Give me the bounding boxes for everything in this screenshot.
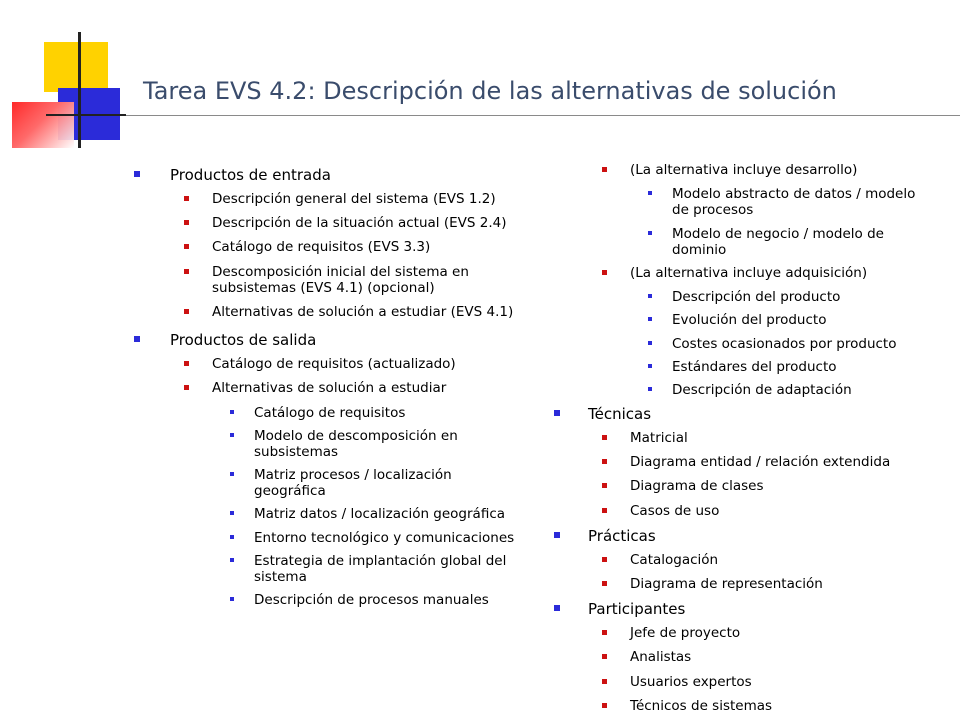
item-text: Diagrama entidad / relación extendida bbox=[630, 454, 891, 471]
item-text: Descripción de la situación actual (EVS 2.4) bbox=[212, 215, 507, 232]
list-item bbox=[554, 454, 924, 470]
bullet-icon bbox=[648, 387, 652, 391]
bullet-icon bbox=[602, 483, 607, 488]
list-item bbox=[554, 552, 924, 568]
list-item bbox=[554, 625, 924, 641]
bullet-icon bbox=[602, 508, 607, 513]
subitem-text: Matriz procesos / localización geográfica bbox=[254, 467, 452, 500]
heading-text: Productos de entrada bbox=[170, 166, 331, 184]
item-text: Catálogo de requisitos (actualizado) bbox=[212, 356, 456, 373]
bullet-icon bbox=[184, 361, 189, 366]
bullet-icon bbox=[554, 605, 560, 611]
bullet-icon bbox=[230, 410, 234, 414]
item-text: Matricial bbox=[630, 430, 688, 447]
list-item bbox=[134, 239, 524, 255]
list-subitem bbox=[134, 467, 524, 499]
decor-horizontal-line bbox=[46, 114, 126, 116]
item-text: (La alternativa incluye adquisición) bbox=[630, 264, 868, 281]
bullet-icon bbox=[134, 171, 140, 177]
heading-text: Participantes bbox=[588, 600, 686, 619]
list-heading bbox=[554, 527, 924, 545]
bullet-icon bbox=[230, 535, 234, 539]
list-heading bbox=[554, 600, 924, 618]
list-item bbox=[134, 356, 524, 372]
subitem-text: Evolución del producto bbox=[672, 312, 827, 329]
list-subitem bbox=[134, 592, 524, 608]
bullet-icon bbox=[602, 581, 607, 586]
bullet-icon bbox=[602, 270, 607, 275]
subitem-text: Estándares del producto bbox=[672, 358, 837, 375]
subitem-text: Catálogo de requisitos bbox=[254, 404, 406, 421]
decor-red-square bbox=[12, 102, 74, 148]
item-text: Alternativas de solución a estudiar bbox=[212, 380, 447, 397]
list-item bbox=[554, 430, 924, 446]
item-text: Usuarios expertos bbox=[630, 673, 752, 690]
list-item bbox=[134, 304, 524, 320]
bullet-icon bbox=[648, 317, 652, 321]
list-heading bbox=[554, 405, 924, 423]
item-text: Diagrama de representación bbox=[630, 576, 823, 592]
bullet-icon bbox=[230, 511, 234, 515]
bullet-icon bbox=[648, 191, 652, 195]
heading-text: Técnicas bbox=[588, 405, 652, 424]
list-subitem bbox=[554, 226, 924, 258]
bullet-icon bbox=[230, 433, 234, 437]
item-text: Diagrama de clases bbox=[630, 478, 764, 495]
list-subitem bbox=[134, 553, 524, 585]
list-item bbox=[554, 698, 924, 714]
item-text: Descomposición inicial del sistema en subsistemas (EVS 4.1) (opcional) bbox=[212, 263, 469, 296]
list-subitem bbox=[134, 405, 524, 421]
bullet-icon bbox=[602, 557, 607, 562]
list-item bbox=[554, 162, 924, 178]
subitem-text: Modelo abstracto de datos / modelo de procesos bbox=[672, 186, 916, 219]
bullet-icon bbox=[184, 309, 189, 314]
item-text: Catalogación bbox=[630, 551, 719, 568]
bullet-icon bbox=[184, 385, 189, 390]
item-text: Analistas bbox=[630, 649, 692, 666]
item-text: Alternativas de solución a estudiar (EVS 4.1) bbox=[212, 303, 514, 320]
bullet-icon bbox=[648, 294, 652, 298]
item-text: Catálogo de requisitos (EVS 3.3) bbox=[212, 239, 431, 256]
bullet-icon bbox=[184, 269, 189, 274]
subitem-text: Matriz datos / localización geográfica bbox=[254, 506, 506, 523]
title-underline bbox=[126, 115, 960, 116]
bullet-icon bbox=[184, 196, 189, 201]
item-text: (La alternativa incluye desarrollo) bbox=[630, 162, 858, 178]
bullet-icon bbox=[602, 435, 607, 440]
bullet-icon bbox=[648, 231, 652, 235]
item-text: Casos de uso bbox=[630, 502, 720, 519]
list-subitem bbox=[134, 506, 524, 522]
right-column bbox=[554, 162, 924, 722]
item-text: Técnicos de sistemas bbox=[630, 697, 773, 714]
bullet-icon bbox=[602, 679, 607, 684]
bullet-icon bbox=[230, 472, 234, 476]
list-subitem bbox=[554, 312, 924, 328]
bullet-icon bbox=[602, 459, 607, 464]
list-item bbox=[554, 576, 924, 592]
bullet-icon bbox=[184, 220, 189, 225]
bullet-icon bbox=[602, 167, 607, 172]
slide-title: Tarea EVS 4.2: Descripción de las alternativas de solución bbox=[143, 77, 837, 105]
bullet-icon bbox=[602, 630, 607, 635]
list-subitem bbox=[554, 186, 924, 218]
bullet-icon bbox=[648, 364, 652, 368]
subitem-text: Descripción de adaptación bbox=[672, 381, 852, 398]
bullet-icon bbox=[602, 654, 607, 659]
heading-text: Productos de salida bbox=[170, 331, 317, 350]
decor-yellow-square bbox=[44, 42, 108, 92]
bullet-icon bbox=[184, 244, 189, 249]
list-subitem bbox=[554, 359, 924, 375]
list-heading bbox=[134, 166, 524, 184]
list-item bbox=[134, 191, 524, 207]
list-item bbox=[554, 265, 924, 281]
item-text: Jefe de proyecto bbox=[630, 625, 741, 642]
subitem-text: Descripción del producto bbox=[672, 289, 841, 306]
bullet-icon bbox=[230, 597, 234, 601]
subitem-text: Modelo de negocio / modelo de dominio bbox=[672, 225, 884, 258]
list-heading bbox=[134, 331, 524, 349]
list-item bbox=[134, 264, 524, 296]
list-item bbox=[554, 674, 924, 690]
bullet-icon bbox=[134, 336, 140, 342]
item-text: Descripción general del sistema (EVS 1.2) bbox=[212, 191, 496, 207]
bullet-icon bbox=[554, 410, 560, 416]
subitem-text: Estrategia de implantación global del sistema bbox=[254, 552, 507, 585]
left-column bbox=[134, 166, 524, 615]
list-item bbox=[554, 478, 924, 494]
list-item bbox=[134, 380, 524, 396]
list-subitem bbox=[134, 530, 524, 546]
subitem-text: Modelo de descomposición en subsistemas bbox=[254, 427, 458, 460]
bullet-icon bbox=[602, 703, 607, 708]
bullet-icon bbox=[230, 558, 234, 562]
list-subitem bbox=[134, 428, 524, 460]
list-item bbox=[134, 215, 524, 231]
heading-text: Prácticas bbox=[588, 526, 656, 545]
list-subitem bbox=[554, 382, 924, 398]
list-item bbox=[554, 649, 924, 665]
list-subitem bbox=[554, 336, 924, 352]
bullet-icon bbox=[554, 532, 560, 538]
list-subitem bbox=[554, 289, 924, 305]
bullet-icon bbox=[648, 341, 652, 345]
subitem-text: Descripción de procesos manuales bbox=[254, 592, 489, 609]
subitem-text: Entorno tecnológico y comunicaciones bbox=[254, 529, 515, 546]
subitem-text: Costes ocasionados por producto bbox=[672, 335, 897, 352]
decor-vertical-line bbox=[78, 32, 81, 148]
list-item bbox=[554, 503, 924, 519]
